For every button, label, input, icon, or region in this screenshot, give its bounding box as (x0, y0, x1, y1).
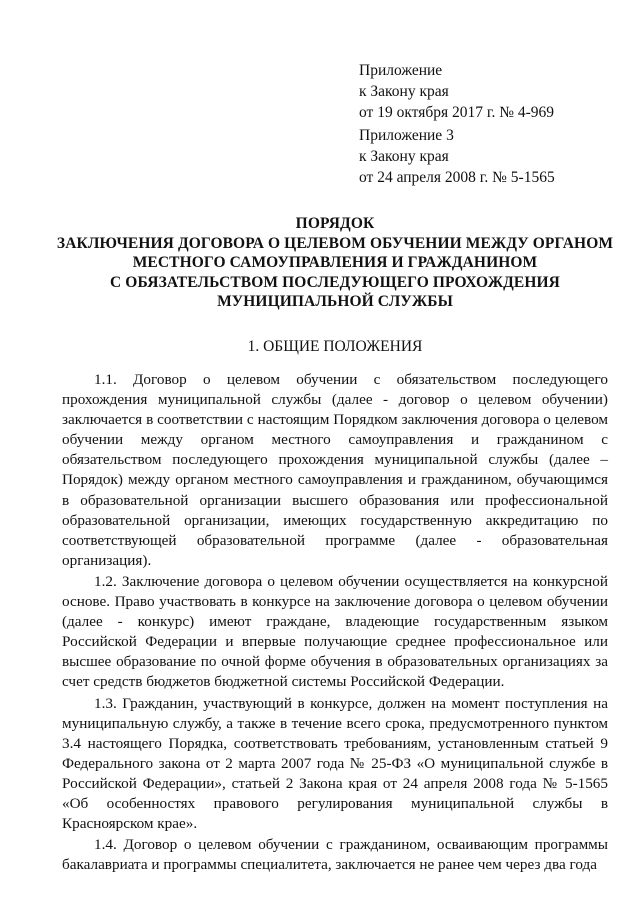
appendix-original-law: к Закону края (359, 148, 449, 165)
appendix-original-date: от 24 апреля 2008 г. № 5-1565 (359, 169, 555, 186)
document-body (62, 370, 608, 875)
appendix-current-date: от 19 октября 2017 г. № 4-969 (359, 104, 555, 121)
appendix-current-label: Приложение (359, 62, 443, 79)
title-line-1: ПОРЯДОК (295, 215, 375, 232)
title-line-4: С ОБЯЗАТЕЛЬСТВОМ ПОСЛЕДУЮЩЕГО ПРОХОЖДЕНИЯ (110, 273, 560, 291)
title-line-3: МЕСТНОГО САМОУПРАВЛЕНИЯ И ГРАЖДАНИНОМ (132, 254, 538, 271)
paragraph-1-2: 1.2. Заключение договора о целевом обучении осуществляется на конкурсной основе. Право участвовать в конкурсе на заключение договора о целевом обучении (далее - конкурс) имеют граждане, владеющие государственным языком Российской Федерации и впервые получающие среднее профессиональное или высшее образование по очной форме обучения в образовательных организациях за счет средств бюджетов бюджетной системы Российской Федерации. (62, 572, 608, 691)
appendix-original-reference (359, 125, 619, 188)
appendix-original-label: Приложение 3 (359, 127, 454, 144)
paragraph-1-1: 1.1. Договор о целевом обучении с обязательством последующего прохождения муниципальной службы (далее - договор о целевом обучении) заключается в соответствии с настоящим Порядком заключения договора о целевом обучении между органом местного самоуправления и гражданином с обязательством последующего прохождения муниципальной службы (далее – Порядок) между органом местного самоуправления и гражданином, обучающимся в образовательной организации высшего образования или профессиональной образовательной организации, имеющих государственную аккредитацию по соответствующей образовательной программе (далее - образовательная организация). (62, 371, 608, 569)
title-line-5: МУНИЦИПАЛЬНОЙ СЛУЖБЫ (217, 293, 453, 310)
document-title (40, 214, 630, 312)
title-line-2: ЗАКЛЮЧЕНИЯ ДОГОВОРА О ЦЕЛЕВОМ ОБУЧЕНИИ МЕЖДУ ОРГАНОМ (56, 234, 614, 252)
paragraph-1-4: 1.4. Договор о целевом обучении с гражданином, осваивающим программы бакалавриата и программы специалитета, заключается не ранее чем через два года (62, 836, 608, 874)
section-heading: 1. ОБЩИЕ ПОЛОЖЕНИЯ (247, 338, 423, 355)
appendix-current-reference (359, 60, 619, 123)
paragraph-1-3: 1.3. Гражданин, участвующий в конкурсе, должен на момент поступления на муниципальную службу, а также в течение всего срока, предусмотренного пунктом 3.4 настоящего Порядка, соответствовать требованиям, установленным статьей 9 Федерального закона от 2 марта 2007 года № 25-ФЗ «О муниципальной службе в Российской Федерации», статьей 2 Закона края от 24 апреля 2008 года № 5-1565 «Об особенностях правового регулирования муниципальной службы в Красноярском крае». (62, 694, 608, 833)
appendix-current-law: к Закону края (359, 83, 449, 100)
